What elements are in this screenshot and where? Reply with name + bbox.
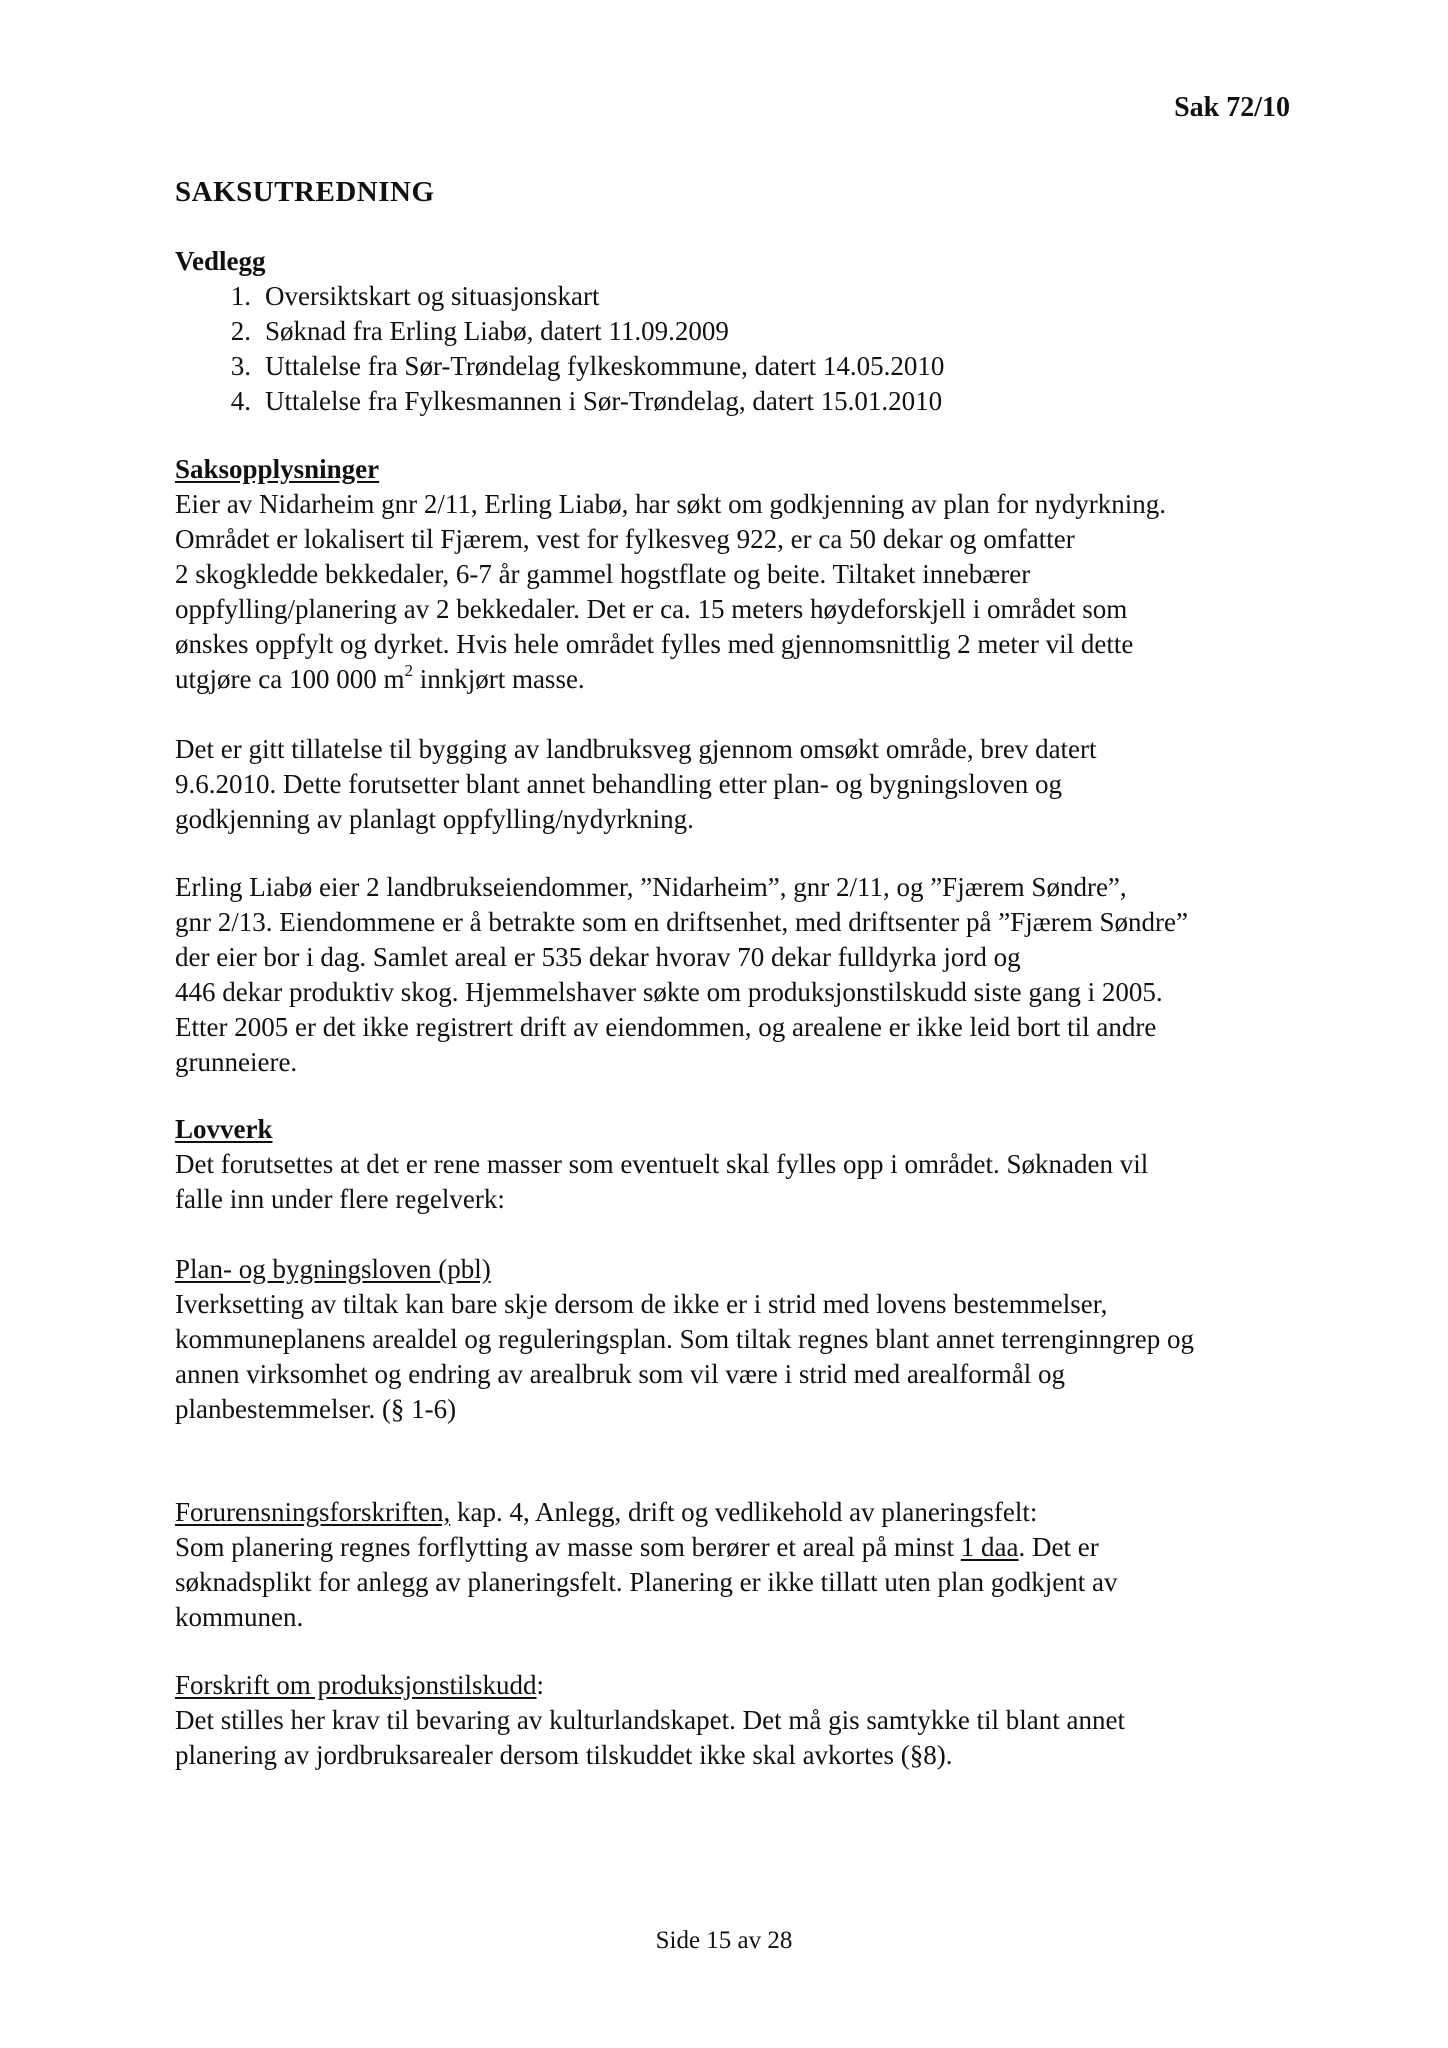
paragraph-line bbox=[175, 1530, 1310, 1565]
paragraph-line: gnr 2/13. Eiendommene er å betrakte som en driftsenhet, med driftsenter på ”Fjærem Søndre” bbox=[175, 907, 1188, 937]
text-span: . Det er bbox=[1018, 1532, 1099, 1562]
paragraph-line: oppfylling/planering av 2 bekkedaler. Det er ca. 15 meters høydeforskjell i området som bbox=[175, 594, 1128, 624]
list-item-number: 1. bbox=[230, 281, 251, 311]
list-item-text: Søknad fra Erling Liabø, datert 11.09.2009 bbox=[265, 316, 729, 346]
paragraph-line: 9.6.2010. Dette forutsetter blant annet behandling etter plan- og bygningsloven og bbox=[175, 769, 1063, 799]
paragraph-line: annen virksomhet og endring av arealbruk som vil være i strid med arealformål og bbox=[175, 1359, 1065, 1389]
forurensning-heading bbox=[175, 1495, 1310, 1530]
list-item bbox=[175, 314, 1310, 349]
paragraph-line: Området er lokalisert til Fjærem, vest for fylkesveg 922, er ca 50 dekar og omfatter bbox=[175, 524, 1075, 554]
paragraph-line: Eier av Nidarheim gnr 2/11, Erling Liabø, har søkt om godkjenning av plan for nydyrkning. bbox=[175, 489, 1167, 519]
paragraph bbox=[175, 870, 1310, 1080]
paragraph-line: Det er gitt tillatelse til bygging av landbruksveg gjennom omsøkt område, brev datert bbox=[175, 734, 1097, 764]
paragraph-line: kommunen. bbox=[175, 1602, 304, 1632]
text-span: utgjøre ca 100 000 m bbox=[175, 664, 405, 694]
page-number: Side 15 av 28 bbox=[655, 1927, 793, 1954]
daa-link[interactable]: 1 daa bbox=[960, 1532, 1019, 1562]
list-item-number: 3. bbox=[230, 351, 251, 381]
paragraph-line: søknadsplikt for anlegg av planeringsfelt. Planering er ikke tillatt uten plan godkjent av bbox=[175, 1567, 1118, 1597]
paragraph-line: planbestemmelser. (§ 1-6) bbox=[175, 1394, 457, 1424]
paragraph-line: kommuneplanens arealdel og reguleringsplan. Som tiltak regnes blant annet terrenginngrep og bbox=[175, 1324, 1194, 1354]
document-title: SAKSUTREDNING bbox=[175, 176, 435, 208]
paragraph-line: grunneiere. bbox=[175, 1047, 298, 1077]
paragraph-line: Det stilles her krav til bevaring av kulturlandskapet. Det må gis samtykke til blant annet bbox=[175, 1705, 1126, 1735]
list-item-number: 2. bbox=[230, 316, 251, 346]
list-item-text: Uttalelse fra Fylkesmannen i Sør-Trøndelag, datert 15.01.2010 bbox=[265, 386, 943, 416]
list-item bbox=[175, 349, 1310, 384]
lovverk-heading: Lovverk bbox=[175, 1114, 273, 1144]
superscript: 2 bbox=[404, 661, 413, 680]
list-item-text: Uttalelse fra Sør-Trøndelag fylkeskommune, datert 14.05.2010 bbox=[265, 351, 945, 381]
text-span: kap. 4, Anlegg, drift og vedlikehold av planeringsfelt: bbox=[450, 1497, 1038, 1527]
lovverk-section bbox=[175, 1112, 1310, 1217]
case-number: Sak 72/10 bbox=[1174, 92, 1290, 123]
produksjon-link[interactable]: Forskrift om produksjonstilskudd bbox=[175, 1670, 537, 1700]
saksopplysninger-heading: Saksopplysninger bbox=[175, 454, 380, 484]
produksjon-heading bbox=[175, 1668, 1310, 1703]
paragraph-line: 446 dekar produktiv skog. Hjemmelshaver søkte om produksjonstilskudd siste gang i 2005. bbox=[175, 977, 1163, 1007]
paragraph-line: Etter 2005 er det ikke registrert drift av eiendommen, og arealene er ikke leid bort til andre bbox=[175, 1012, 1157, 1042]
paragraph-line: Iverksetting av tiltak kan bare skje dersom de ikke er i strid med lovens bestemmelser, bbox=[175, 1289, 1108, 1319]
saksopplysninger-section bbox=[175, 452, 1310, 697]
list-item-number: 4. bbox=[230, 386, 251, 416]
pbl-heading: Plan- og bygningsloven (pbl) bbox=[175, 1254, 491, 1284]
produksjon-section bbox=[175, 1668, 1310, 1773]
list-item bbox=[175, 384, 1310, 419]
vedlegg-section bbox=[175, 244, 1310, 419]
paragraph-line: godkjenning av planlagt oppfylling/nydyrkning. bbox=[175, 804, 694, 834]
forurensning-link[interactable]: Forurensningsforskriften, bbox=[175, 1497, 451, 1527]
paragraph-line: falle inn under flere regelverk: bbox=[175, 1184, 505, 1214]
text-span: : bbox=[536, 1670, 545, 1700]
list-item bbox=[175, 279, 1310, 314]
paragraph-line: planering av jordbruksarealer dersom tilskuddet ikke skal avkortes (§8). bbox=[175, 1740, 953, 1770]
paragraph-line: 2 skogkledde bekkedaler, 6-7 år gammel hogstflate og beite. Tiltaket innebærer bbox=[175, 559, 1031, 589]
paragraph-line: der eier bor i dag. Samlet areal er 535 dekar hvorav 70 dekar fulldyrka jord og bbox=[175, 942, 1021, 972]
text-span: innkjørt masse. bbox=[412, 664, 585, 694]
vedlegg-list bbox=[175, 279, 1310, 419]
paragraph-line bbox=[175, 662, 1310, 697]
forurensning-section bbox=[175, 1495, 1310, 1635]
paragraph-line: Erling Liabø eier 2 landbrukseiendommer, ”Nidarheim”, gnr 2/11, og ”Fjærem Søndre”, bbox=[175, 872, 1127, 902]
pbl-section bbox=[175, 1252, 1310, 1427]
text-span: Som planering regnes forflytting av masse som berører et areal på minst bbox=[175, 1532, 961, 1562]
paragraph-line: Det forutsettes at det er rene masser som eventuelt skal fylles opp i området. Søknaden vil bbox=[175, 1149, 1149, 1179]
list-item-text: Oversiktskart og situasjonskart bbox=[265, 281, 600, 311]
paragraph bbox=[175, 732, 1310, 837]
paragraph-line: ønskes oppfylt og dyrket. Hvis hele området fylles med gjennomsnittlig 2 meter vil dette bbox=[175, 629, 1134, 659]
vedlegg-heading: Vedlegg bbox=[175, 246, 266, 276]
